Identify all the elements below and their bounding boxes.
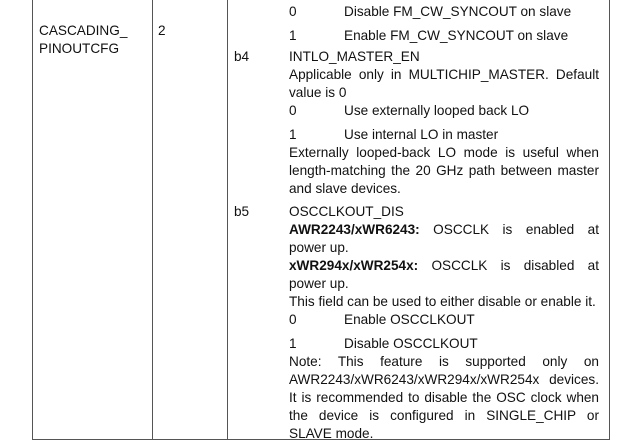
option-value: 1 — [289, 336, 297, 351]
option-value: 0 — [289, 312, 297, 327]
syncout-options — [289, 3, 599, 45]
table-border-left — [32, 0, 33, 440]
option-row — [289, 126, 599, 144]
option-value: 0 — [289, 103, 297, 118]
b5-line1-rest: OSCCLK is enabled at power up. — [289, 222, 599, 255]
bit-label-b4: b4 — [234, 49, 250, 64]
option-row — [289, 27, 599, 45]
b5-line3: This field can be used to either disable or enable it. — [289, 294, 596, 309]
option-row — [289, 3, 599, 21]
option-text: Disable FM_CW_SYNCOUT on slave — [344, 4, 572, 19]
option-row — [289, 311, 599, 329]
b4-note: Externally looped-back LO mode is useful when length-matching the 20 GHz path between master and slave devices. — [289, 145, 599, 196]
option-text: Enable FM_CW_SYNCOUT on slave — [344, 28, 569, 43]
b4-description — [289, 48, 599, 198]
option-text: Use externally looped back LO — [344, 103, 530, 118]
option-row — [289, 335, 599, 353]
option-value: 1 — [289, 28, 297, 43]
option-row — [289, 102, 599, 120]
option-value: 1 — [289, 127, 297, 142]
b5-description — [289, 203, 599, 443]
option-text: Use internal LO in master — [344, 127, 499, 142]
bit-label-b5: b5 — [234, 204, 250, 219]
table-divider-2 — [227, 0, 228, 440]
field-name-line2: PINOUTCFG — [39, 41, 120, 56]
b4-title: INTLO_MASTER_EN — [289, 49, 420, 64]
field-size: 2 — [158, 23, 166, 38]
b5-title: OSCCLKOUT_DIS — [289, 204, 404, 219]
b5-line2-rest: OSCCLK is disabled at power up. — [289, 258, 599, 291]
table-border-right — [609, 0, 610, 440]
option-value: 0 — [289, 4, 297, 19]
b5-line2 — [289, 257, 599, 293]
b5-line1-bold: AWR2243/xWR6243: — [289, 222, 420, 237]
b4-desc: Applicable only in MULTICHIP_MASTER. Default value is 0 — [289, 67, 599, 100]
table-divider-1 — [152, 0, 153, 440]
field-name-line1: CASCADING_ — [39, 23, 128, 38]
b5-line1 — [289, 221, 599, 257]
option-text: Enable OSCCLKOUT — [344, 312, 475, 327]
b5-line2-bold: xWR294x/xWR254x: — [289, 258, 419, 273]
option-text: Disable OSCCLKOUT — [344, 336, 478, 351]
b5-note: Note: This feature is supported only on AWR2243/xWR6243/xWR294x/xWR254x devices. It is recommended to disable the OSC clock when the device is configured in SINGLE_CHIP or SLAVE mode. — [289, 354, 599, 441]
field-name — [39, 22, 127, 58]
